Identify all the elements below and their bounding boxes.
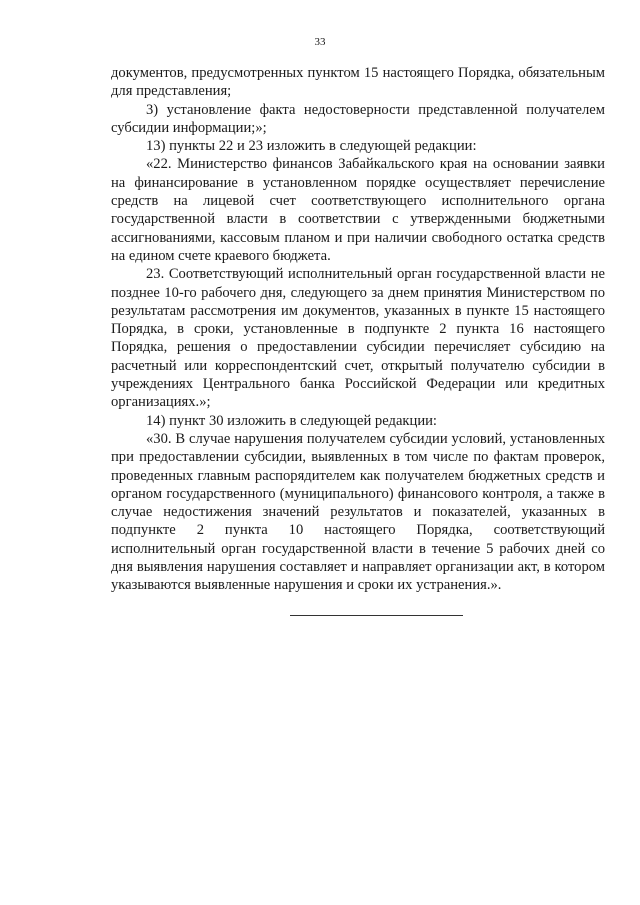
- paragraph-amendment-14: 14) пункт 30 изложить в следующей редакции:: [146, 412, 437, 429]
- paragraph-subitem-3: 3) установление факта недостоверности представленной получателем субсидии информации;»;: [111, 101, 605, 136]
- document-body: [111, 64, 605, 595]
- paragraph-amendment-13: 13) пункты 22 и 23 изложить в следующей редакции:: [146, 138, 477, 155]
- paragraph-clause-30: «30. В случае нарушения получателем субсидии условий, установленных при предоставлении субсидии, выявленных в том числе по фактам проверок, проведенных главным распорядителем как получателем бюджетных средств и органом государственного (муниципального) финансового контроля, а также в случае недостижения значений результатов и показателей, указанных в подпункте 2 пункта 10 настоящего Порядка, соответствующий исполнительный орган государственной власти в течение 5 рабочих дней со дня выявления нарушения составляет и направляет организации акт, в котором указываются выявленные нарушения и сроки их устранения.».: [111, 430, 605, 594]
- page-number: 33: [314, 36, 326, 48]
- end-separator-line: [290, 615, 463, 616]
- paragraph-clause-23: 23. Соответствующий исполнительный орган государственной власти не позднее 10-го рабочего дня, следующего за днем принятия Министерством по результатам рассмотрения им документов, указанных в пункте 15 настоящего Порядка, в сроки, установленные в подпункте 2 пункта 16 настоящего Порядка, решения о предоставлении субсидии перечисляет субсидию на расчетный или корреспондентский счет, открытый получателю субсидии в учреждениях Центрального банка Российской Федерации или кредитных организациях.»;: [111, 266, 605, 411]
- paragraph-continuation: документов, предусмотренных пунктом 15 настоящего Порядка, обязательным для представления;: [111, 65, 605, 100]
- paragraph-clause-22: «22. Министерство финансов Забайкальского края на основании заявки на финансирование в установленном порядке осуществляет перечисление средств на лицевой счет соответствующего исполнительного органа государственной власти в соответствии с утвержденными бюджетными ассигнованиями, кассовым планом и при наличии свободного остатка средств на едином счете краевого бюджета.: [111, 156, 605, 264]
